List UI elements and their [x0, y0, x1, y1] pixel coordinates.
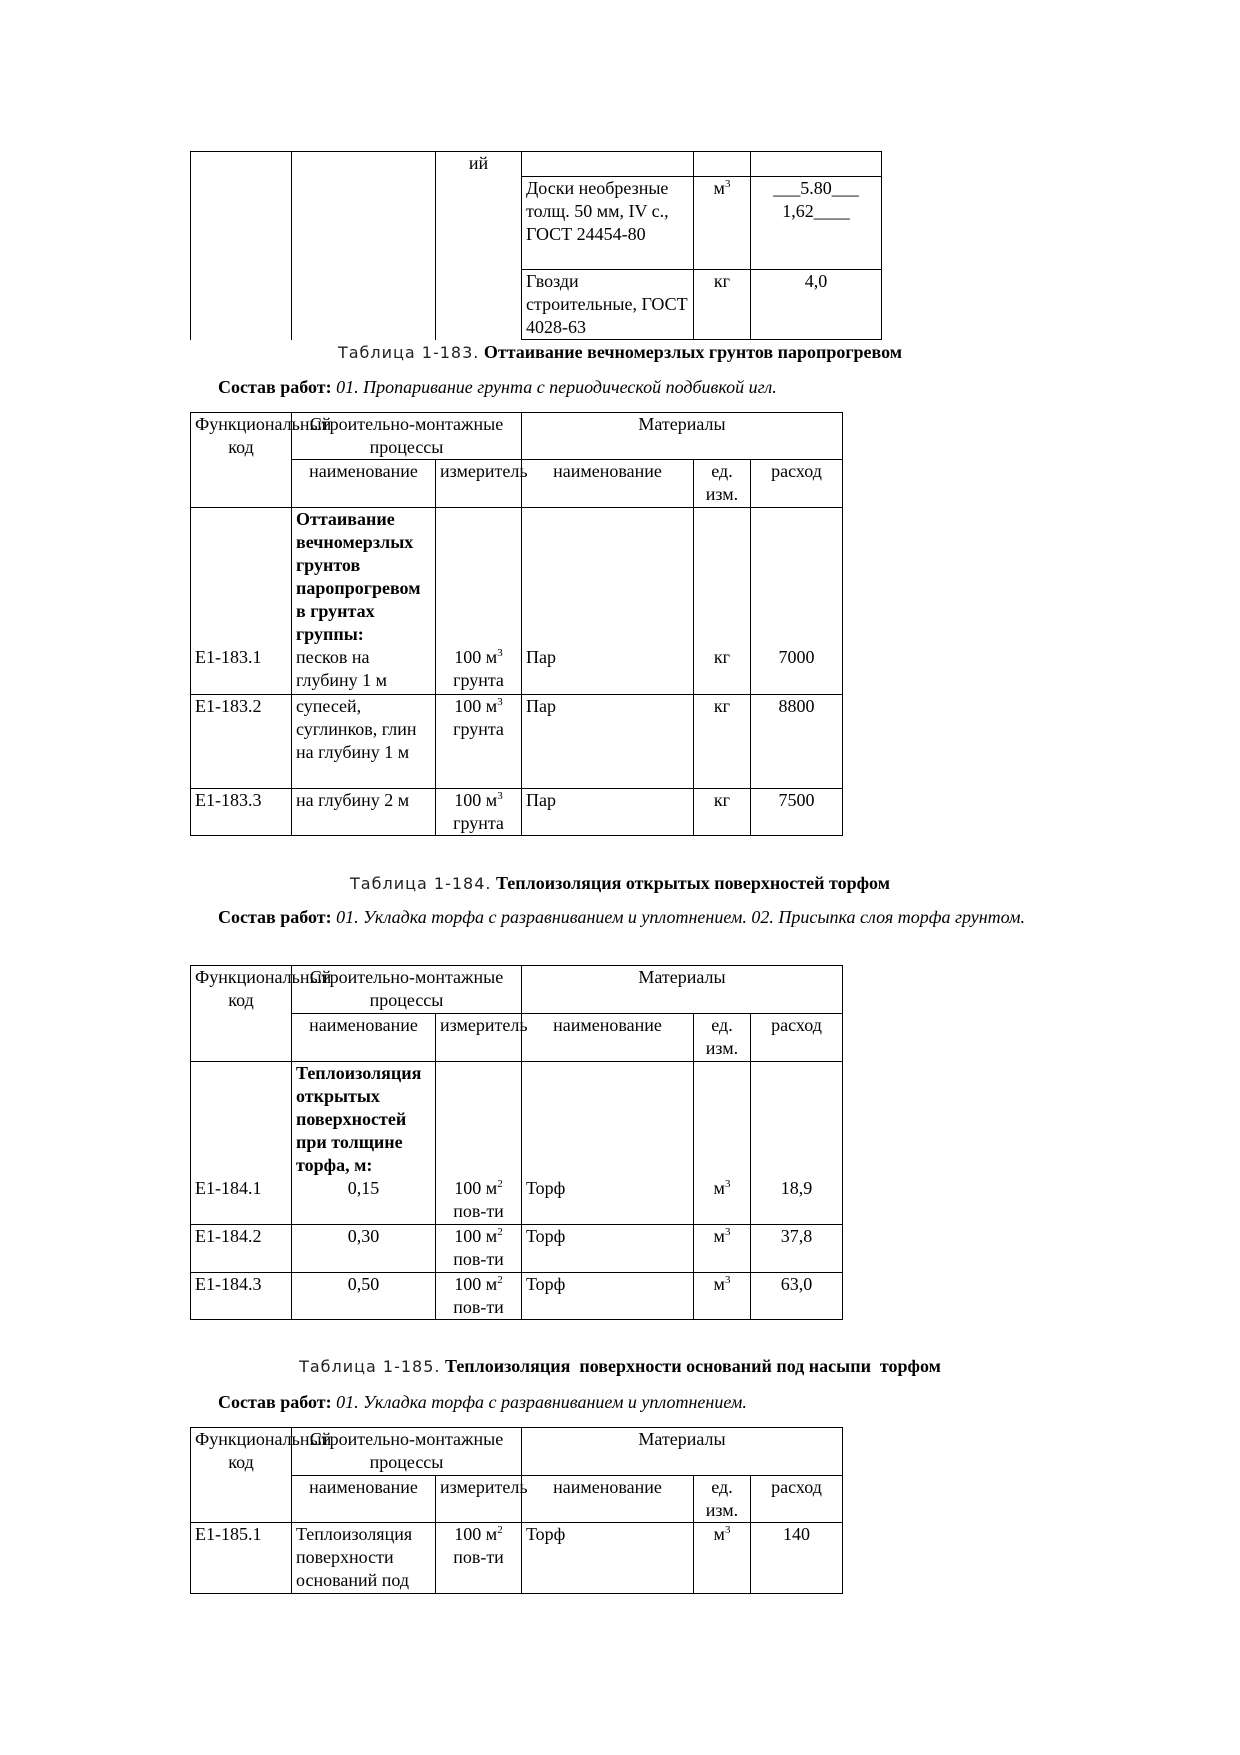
header-materials: Материалы — [522, 966, 843, 1014]
code: Е1-184.3 — [191, 1272, 292, 1319]
material-unit: $м^3$ — [694, 1177, 751, 1224]
cell — [694, 1062, 751, 1178]
cell — [191, 508, 292, 647]
material: Торф — [522, 1523, 694, 1594]
header-proc-name: наименование — [292, 1476, 436, 1523]
unit: 100 $м^3$ грунта — [436, 694, 522, 788]
header-mat-qty: расход — [751, 1014, 843, 1062]
code: Е1-184.2 — [191, 1224, 292, 1272]
material: Пар — [522, 646, 694, 694]
table-185-work-composition: Состав работ: 01. Укладка торфа с разравниванием и уплотнением. — [218, 1392, 747, 1412]
table-row — [191, 1224, 843, 1272]
header-mat-unit: ед. изм. — [694, 1476, 751, 1523]
qty: 63,0 — [751, 1272, 843, 1319]
code: Е1-183.1 — [191, 646, 292, 694]
header-code: Функциональный код — [191, 413, 292, 508]
unit: 100 $м^2$ пов-ти — [436, 1272, 522, 1319]
header-code: Функциональный код — [191, 966, 292, 1062]
header-processes: Строительно-монтажные процессы — [292, 1428, 522, 1476]
name: 0,30 — [292, 1224, 436, 1272]
cell — [191, 152, 292, 340]
material: Пар — [522, 788, 694, 835]
name: супесей, суглинков, глин на глубину 1 м — [292, 694, 436, 788]
material-name: Гвозди строительные, ГОСТ 4028-63 — [522, 270, 694, 340]
table-185 — [190, 1427, 843, 1594]
header-mat-unit: ед. изм. — [694, 1014, 751, 1062]
qty: 8800 — [751, 694, 843, 788]
qty: 37,8 — [751, 1224, 843, 1272]
table-183 — [190, 412, 843, 836]
header-mat-unit: ед. изм. — [694, 460, 751, 508]
name: Теплоизоляция поверхности оснований под — [292, 1523, 436, 1594]
header-code: Функциональный код — [191, 1428, 292, 1523]
header-mat-name: наименование — [522, 460, 694, 508]
material-unit: кг — [694, 270, 751, 340]
header-proc-name: наименование — [292, 1014, 436, 1062]
table-row — [191, 1523, 843, 1594]
header-proc-unit: измеритель — [436, 1476, 522, 1523]
table-row — [191, 646, 843, 694]
header-materials: Материалы — [522, 1428, 843, 1476]
unit: 100 $м^3$ грунта — [436, 646, 522, 694]
material-unit: $м^3$ — [694, 1523, 751, 1594]
code: Е1-183.2 — [191, 694, 292, 788]
name: на глубину 2 м — [292, 788, 436, 835]
header-materials: Материалы — [522, 413, 843, 460]
fragment-table — [190, 151, 882, 340]
unit: 100 $м^2$ пов-ти — [436, 1224, 522, 1272]
table-184 — [190, 965, 843, 1320]
code: Е1-184.1 — [191, 1177, 292, 1224]
cell — [751, 152, 882, 177]
header-mat-name: наименование — [522, 1476, 694, 1523]
header-mat-name: наименование — [522, 1014, 694, 1062]
name: 0,15 — [292, 1177, 436, 1224]
group-heading: Теплоизоляция открытых поверхностей при толщине торфа, м: — [292, 1062, 436, 1178]
header-mat-qty: расход — [751, 460, 843, 508]
header-processes: Строительно-монтажные процессы — [292, 413, 522, 460]
table-row — [191, 788, 843, 835]
material-unit: кг — [694, 694, 751, 788]
table-row — [191, 1177, 843, 1224]
material: Торф — [522, 1177, 694, 1224]
header-mat-qty: расход — [751, 1476, 843, 1523]
name: 0,50 — [292, 1272, 436, 1319]
cell — [436, 508, 522, 647]
table-row — [191, 1272, 843, 1319]
material-unit: $м^3$ — [694, 1224, 751, 1272]
cell — [694, 508, 751, 647]
header-proc-unit: измеритель — [436, 460, 522, 508]
unit-cell: ий — [436, 152, 522, 340]
header-proc-unit: измеритель — [436, 1014, 522, 1062]
material-unit: кг — [694, 788, 751, 835]
group-heading: Оттаивание вечномерзлых грунтов паропрогревом в грунтах группы: — [292, 508, 436, 647]
table-185-caption: Таблица 1-185. Теплоизоляция поверхности оснований под насыпи торфом — [299, 1356, 941, 1376]
cell — [522, 152, 694, 177]
cell — [292, 152, 436, 340]
unit: 100 $м^2$ пов-ти — [436, 1177, 522, 1224]
code: Е1-183.3 — [191, 788, 292, 835]
header-processes: Строительно-монтажные процессы — [292, 966, 522, 1014]
material-name: Доски необрезные толщ. 50 мм, IV с., ГОСТ 24454-80 — [522, 177, 694, 270]
material: Торф — [522, 1224, 694, 1272]
code: Е1-185.1 — [191, 1523, 292, 1594]
material-qty: ___5.80___ 1,62____ — [751, 177, 882, 270]
cell — [522, 1062, 694, 1178]
cell — [522, 508, 694, 647]
cell — [751, 1062, 843, 1178]
name: песков на глубину 1 м — [292, 646, 436, 694]
material: Торф — [522, 1272, 694, 1319]
cell — [191, 1062, 292, 1178]
table-184-work-composition: Состав работ: 01. Укладка торфа с разравниванием и уплотнением. 02. Присыпка слоя торфа грунтом. — [218, 907, 1025, 927]
qty: 18,9 — [751, 1177, 843, 1224]
table-184-caption: Таблица 1-184. Теплоизоляция открытых поверхностей торфом — [350, 873, 890, 893]
material-qty: 4,0 — [751, 270, 882, 340]
material: Пар — [522, 694, 694, 788]
cell — [751, 508, 843, 647]
material-unit: $м^3$ — [694, 177, 751, 270]
table-183-work-composition: Состав работ: 01. Пропаривание грунта с периодической подбивкой игл. — [218, 377, 777, 397]
table-row — [191, 694, 843, 788]
unit: 100 $м^3$ грунта — [436, 788, 522, 835]
unit: 100 $м^2$ пов-ти — [436, 1523, 522, 1594]
material-unit: $м^3$ — [694, 1272, 751, 1319]
material-unit: кг — [694, 646, 751, 694]
cell — [436, 1062, 522, 1178]
header-proc-name: наименование — [292, 460, 436, 508]
qty: 140 — [751, 1523, 843, 1594]
qty: 7000 — [751, 646, 843, 694]
cell — [694, 152, 751, 177]
qty: 7500 — [751, 788, 843, 835]
table-183-caption: Таблица 1-183. Оттаивание вечномерзлых грунтов паропрогревом — [337, 342, 903, 362]
